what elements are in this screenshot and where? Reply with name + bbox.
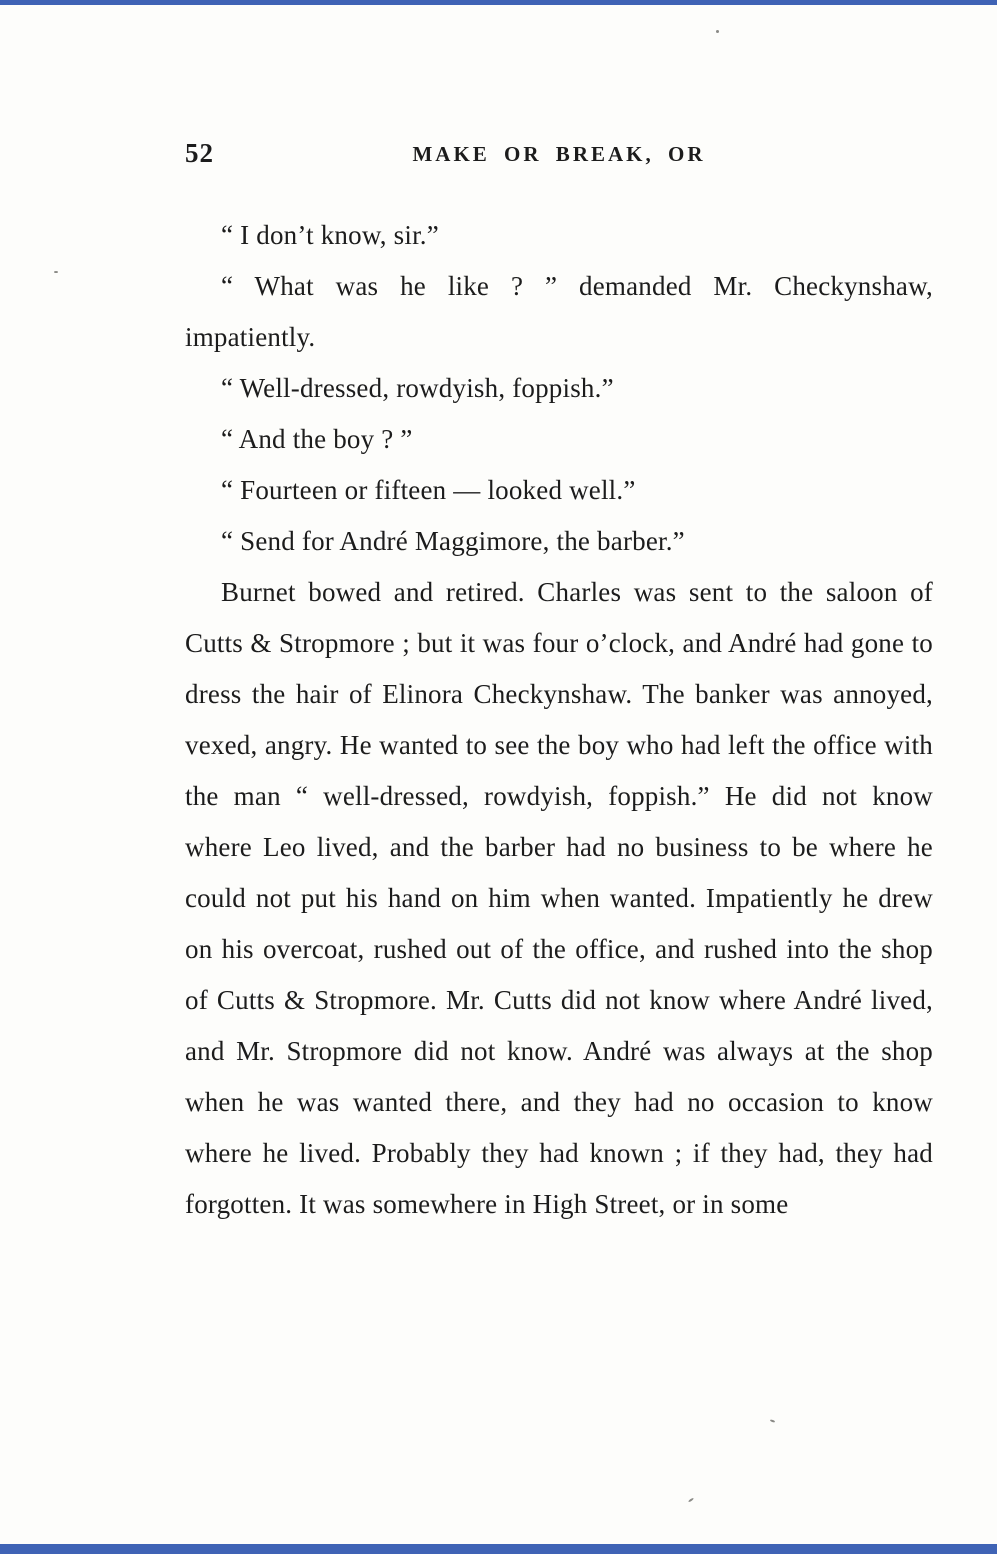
- dialogue-line: “ What was he like ? ” demanded Mr. Checkynshaw, impatiently.: [185, 271, 933, 352]
- running-head: [185, 138, 933, 178]
- dialogue-line: “ Send for André Maggimore, the barber.”: [221, 526, 685, 556]
- page-number: 52: [185, 138, 214, 168]
- dialogue-line: “ And the boy ? ”: [221, 424, 413, 454]
- scan-speck: [54, 271, 58, 273]
- scan-speck: [688, 1497, 694, 1502]
- body-text: [185, 210, 933, 1230]
- scan-edge-bottom: [0, 1544, 997, 1554]
- narrative-paragraph: Burnet bowed and retired. Charles was sent to the saloon of Cutts & Stropmore ; but it was four o’clock, and André had gone to dress the hair of Elinora Checkynshaw. The banker was annoyed, vexed, angry. He wanted to see the boy who had left the office with the man “ well-dressed, rowdyish, foppish.” He did not know where Leo lived, and the barber had no business to be where he could not put his hand on him when wanted. Impatiently he drew on his overcoat, rushed out of the office, and rushed into the shop of Cutts & Stropmore. Mr. Cutts did not know where André lived, and Mr. Stropmore did not know. André was always at the shop when he was wanted there, and they had no occasion to know where he lived. Probably they had known ; if they had, they had forgotten. It was somewhere in High Street, or in some: [185, 577, 933, 1219]
- dialogue-line: “ I don’t know, sir.”: [221, 220, 439, 250]
- scan-edge-top: [0, 0, 997, 5]
- dialogue-line: “ Well-dressed, rowdyish, foppish.”: [221, 373, 614, 403]
- dialogue-line: “ Fourteen or fifteen — looked well.”: [221, 475, 636, 505]
- text-block: [185, 138, 933, 1230]
- scan-speck: [716, 30, 719, 33]
- running-title: MAKE OR BREAK, OR: [412, 142, 706, 166]
- scan-speck: [770, 1419, 775, 1423]
